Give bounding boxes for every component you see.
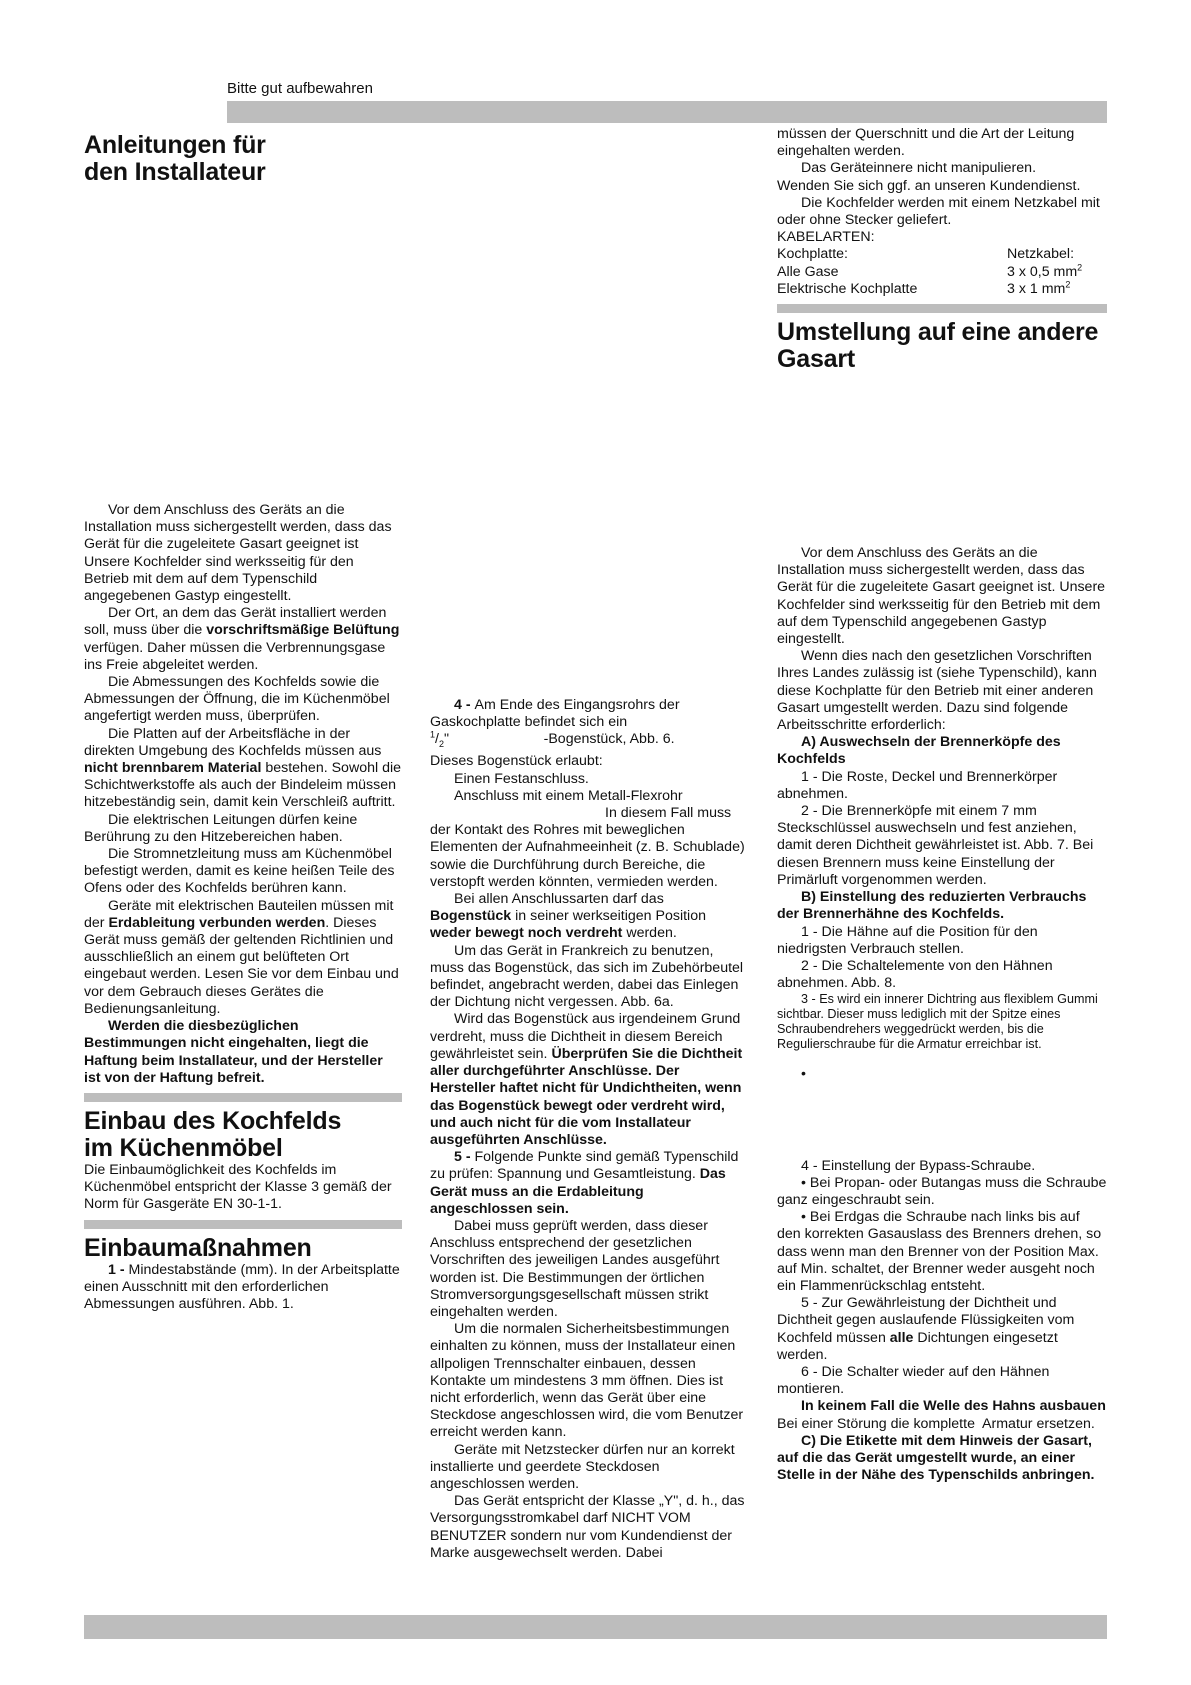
para: 1 - Mindestabstände (mm). In der Arbeitsplatte einen Ausschnitt mit den erforderlichen Abmessungen ausführen. Abb. 1.: [84, 1261, 400, 1312]
para: Die Einbaumöglichkeit des Kochfelds im Küchenmöbel entspricht der Klasse 3 gemäß der Norm für Gasgeräte EN 30-1-1.: [84, 1161, 392, 1213]
para: 4 - Am Ende des Eingangsrohrs der Gaskochplatte befindet sich ein: [430, 697, 680, 731]
para: • Bei Propan- oder Butangas muss die Schraube ganz eingeschraubt sein.: [777, 1174, 1107, 1208]
para: Vor dem Anschluss des Geräts an die Installation muss sichergestellt werden, dass das Gerät für die zugeleitete Gasart geeignet ist Unsere Kochfelder sind werksseitig für den Betrieb mit dem auf dem Typenschild angegebenen Gastyp eingestellt.: [84, 502, 442, 605]
para: 1 - Die Roste, Deckel und Brennerkörper abnehmen.: [777, 768, 1058, 802]
step-b-title: B) Einstellung des reduzierten Verbrauchs der Brennerhähne des Kochfelds.: [777, 889, 1087, 923]
para: • Bei Erdgas die Schraube nach links bis auf den korrekten Gasauslass des Brenners drehen, so dass wenn man den Brenner von der Position Max. auf Min. schaltet, der Brenner weder ausgeht noch ein Flammenrückschlag entsteht.: [777, 1209, 1102, 1294]
header-band: [227, 101, 1107, 123]
para: Dieses Bogenstück erlaubt:: [430, 753, 603, 770]
para: Wird das Bogenstück aus irgendeinem Grund verdreht, muss die Dichtheit in diesem Bereich gewährleistet sein. Überprüfen Sie die Dichtheit aller durchgeführter Anschlüsse. Der Hersteller haftet nicht für Undichtheiten, wenn das Bogenstück bewegt oder verdreht wird, und auch nicht für die vom Installateur ausgeführten Anschlüsse.: [430, 1011, 743, 1148]
column-1: [84, 131, 442, 1313]
para: Um die normalen Sicherheitsbestimmungen einhalten zu können, muss der Installateur einen allpoligen Trennschalter einbauen, dessen Kontakte um mindestens 3 mm öffnen. Dies ist nicht erforderlich, wenn das Gerät über eine Steckdose angeschlossen wird, die vom Benutzer erreicht werden kann.: [430, 1321, 744, 1441]
para: Das Gerät entspricht der Klasse „Y", d. h., das Versorgungsstromkabel darf NICHT VOM BENUTZER sondern nur vom Kundendienst der Marke ausgewechselt werden. Dabei: [430, 1493, 745, 1561]
cable-types-title: KABELARTEN:: [777, 229, 875, 246]
para: Das Geräteinnere nicht manipulieren.: [801, 160, 1037, 177]
section-divider: [777, 304, 1107, 313]
section-divider: [84, 1220, 402, 1229]
para: Geräte mit elektrischen Bauteilen müssen mit der Erdableitung verbunden werden. Dieses Gerät muss gemäß der geltenden Richtlinien und ausschließlich an einem gut belüfteten Ort eingebaut werden. Lesen Sie vor dem Einbau und vor dem Gebrauch dieses Gerätes die Bedienungsanleitung.: [84, 897, 399, 1017]
para: 4 - Einstellung der Bypass-Schraube.: [801, 1157, 1036, 1174]
bullet: •: [801, 1066, 806, 1083]
para: Die Abmessungen des Kochfelds sowie die Abmessungen der Öffnung, die im Küchenmöbel angefertigt werden muss, überprüfen.: [84, 674, 390, 725]
cable-row: Alle Gase 3 x 0,5 $mm^2$: [777, 261, 1083, 280]
para: Wenden Sie sich ggf. an unseren Kundendienst.: [777, 177, 1081, 194]
para: $^1/_2$" -Bogenstück, Abb. 6.: [430, 729, 675, 750]
para: Bei allen Anschlussarten darf das Bogenstück in seiner werkseitigen Position weder bewegt noch verdreht werden.: [430, 891, 706, 942]
title-installation: Einbau des Kochfelds im Küchenmöbel: [84, 1106, 342, 1162]
title-measures: Einbaumaßnahmen: [84, 1233, 312, 1262]
para: Vor dem Anschluss des Geräts an die Installation muss sichergestellt werden, dass das Gerät für die zugeleitete Gasart geeignet ist. Unsere Kochfelder sind werksseitig für den Betrieb mit dem auf dem Typenschild angegebenen Gastyp eingestellt.: [777, 545, 1106, 648]
para: Geräte mit Netzstecker dürfen nur an korrekt installierte und geerdete Steckdosen angeschlossen werden.: [430, 1441, 735, 1492]
column-3: [777, 126, 1166, 1484]
figure-space: [84, 186, 402, 502]
step-c-title: C) Die Etikette mit dem Hinweis der Gasart, auf die das Gerät umgestellt wurde, an einer Stelle in der Nähe des Typenschilds anbringen.: [777, 1432, 1095, 1484]
para: Die elektrischen Leitungen dürfen keine Berührung zu den Hitzebereichen haben.: [84, 811, 358, 845]
step-a-title: A) Auswechseln der Brennerköpfe des Kochfelds: [777, 734, 1061, 768]
para: Um das Gerät in Frankreich zu benutzen, muss das Bogenstück, das sich im Zubehörbeutel befindet, angebracht werden, dabei das Einlegen der Dichtung nicht vergessen. Abb. 6a.: [430, 942, 744, 1011]
para: In diesem Fall muss der Kontakt des Rohres mit beweglichen Elementen der Aufnahmeeinheit (z. B. Schublade) sowie die Durchführung durch Bereiche, die verstopft werden könnten, vermieden werden.: [430, 805, 745, 890]
cable-table: [777, 246, 1087, 298]
para: Die Platten auf der Arbeitsfläche in der direkten Umgebung des Kochfelds müssen aus nicht brennbarem Material bestehen. Sowohl die Schichtwerkstoffe als auch der Bindeleim müssen hitzebeständig sein, damit kein Verschleiß auftritt.: [84, 725, 402, 811]
para: 5 - Zur Gewährleistung der Dichtheit und Dichtheit gegen auslaufende Flüssigkeiten vom Kochfeld müssen alle Dichtungen eingesetzt werden.: [777, 1295, 1075, 1363]
para: Dabei muss geprüft werden, dass dieser Anschluss entsprechend der gesetzlichen Vorschriften des jeweiligen Landes ausgeführt worden ist. Die Bestimmungen der örtlichen Stromversorgungsgesellschaft müssen strikt eingehalten werden.: [430, 1217, 720, 1320]
para: Wenn dies nach den gesetzlichen Vorschriften Ihres Landes zulässig ist (siehe Typenschild), kann diese Kochplatte für den Betrieb mit einer anderen Gasart umgestellt werden. Dazu sind folgende Arbeitsschritte erforderlich:: [777, 648, 1097, 734]
para: Die Kochfelder werden mit einem Netzkabel mit oder ohne Stecker geliefert.: [777, 194, 1100, 229]
title-installer: Anleitungen für den Installateur: [84, 131, 266, 186]
cable-row: Elektrische Kochplatte 3 x 1 $mm^2$: [777, 279, 1071, 297]
figure-space: [777, 373, 1107, 545]
para: Einen Festanschluss.: [454, 770, 589, 787]
para: 2 - Die Schaltelemente von den Hähnen abnehmen. Abb. 8.: [777, 957, 1053, 992]
title-gas-conversion: Umstellung auf eine andere Gasart: [777, 318, 1099, 374]
para: müssen der Querschnitt und die Art der Leitung eingehalten werden.: [777, 126, 1075, 160]
para: 1 - Die Hähne auf die Position für den niedrigsten Verbrauch stellen.: [777, 923, 1038, 957]
column-2: [430, 697, 748, 1562]
figure-space: [777, 1084, 1107, 1158]
para: In keinem Fall die Welle des Hahns ausbauen Bei einer Störung die komplette Armatur ersetzen.: [777, 1398, 1166, 1432]
para: 3 - Es wird ein innerer Dichtring aus flexiblem Gummi sichtbar. Dieser muss lediglich mit der Spitze eines Schraubendrehers weggedrückt werden, bis die Regulierschraube für die Armatur erreichbar ist.: [777, 992, 1098, 1052]
footer-band: [84, 1615, 1107, 1639]
para: 5 - Folgende Punkte sind gemäß Typenschild zu prüfen: Spannung und Gesamtleistung. Das Gerät muss an die Erdableitung angeschlossen sein.: [430, 1149, 739, 1217]
para: 6 - Die Schalter wieder auf den Hähnen montieren.: [777, 1363, 1050, 1398]
para: Der Ort, an dem das Gerät installiert werden soll, muss über die vorschriftsmäßige Belüftung verfügen. Daher müssen die Verbrennungsgase ins Freie abgeleitet werden.: [84, 605, 400, 673]
para: Anschluss mit einem Metall-Flexrohr: [454, 787, 683, 804]
header-note: Bitte gut aufbewahren: [227, 80, 373, 97]
liability-notice: Werden die diesbezüglichen Bestimmungen nicht eingehalten, liegt die Haftung beim Installateur, und der Hersteller ist von der Haftung befreit.: [84, 1018, 383, 1086]
para: Die Stromnetzleitung muss am Küchenmöbel befestigt werden, damit es keine heißen Teile des Ofens oder des Kochfelds berühren kann.: [84, 846, 395, 897]
section-divider: [84, 1093, 402, 1102]
cable-row: Kochplatte: Netzkabel:: [777, 246, 1075, 263]
para: 2 - Die Brennerköpfe mit einem 7 mm Steckschlüssel auswechseln und fest anziehen, damit deren Dichtheit gewährleistet ist. Abb. 7. Bei diesen Brennern muss keine Einstellung der Primärluft vorgenommen werden.: [777, 803, 1094, 888]
